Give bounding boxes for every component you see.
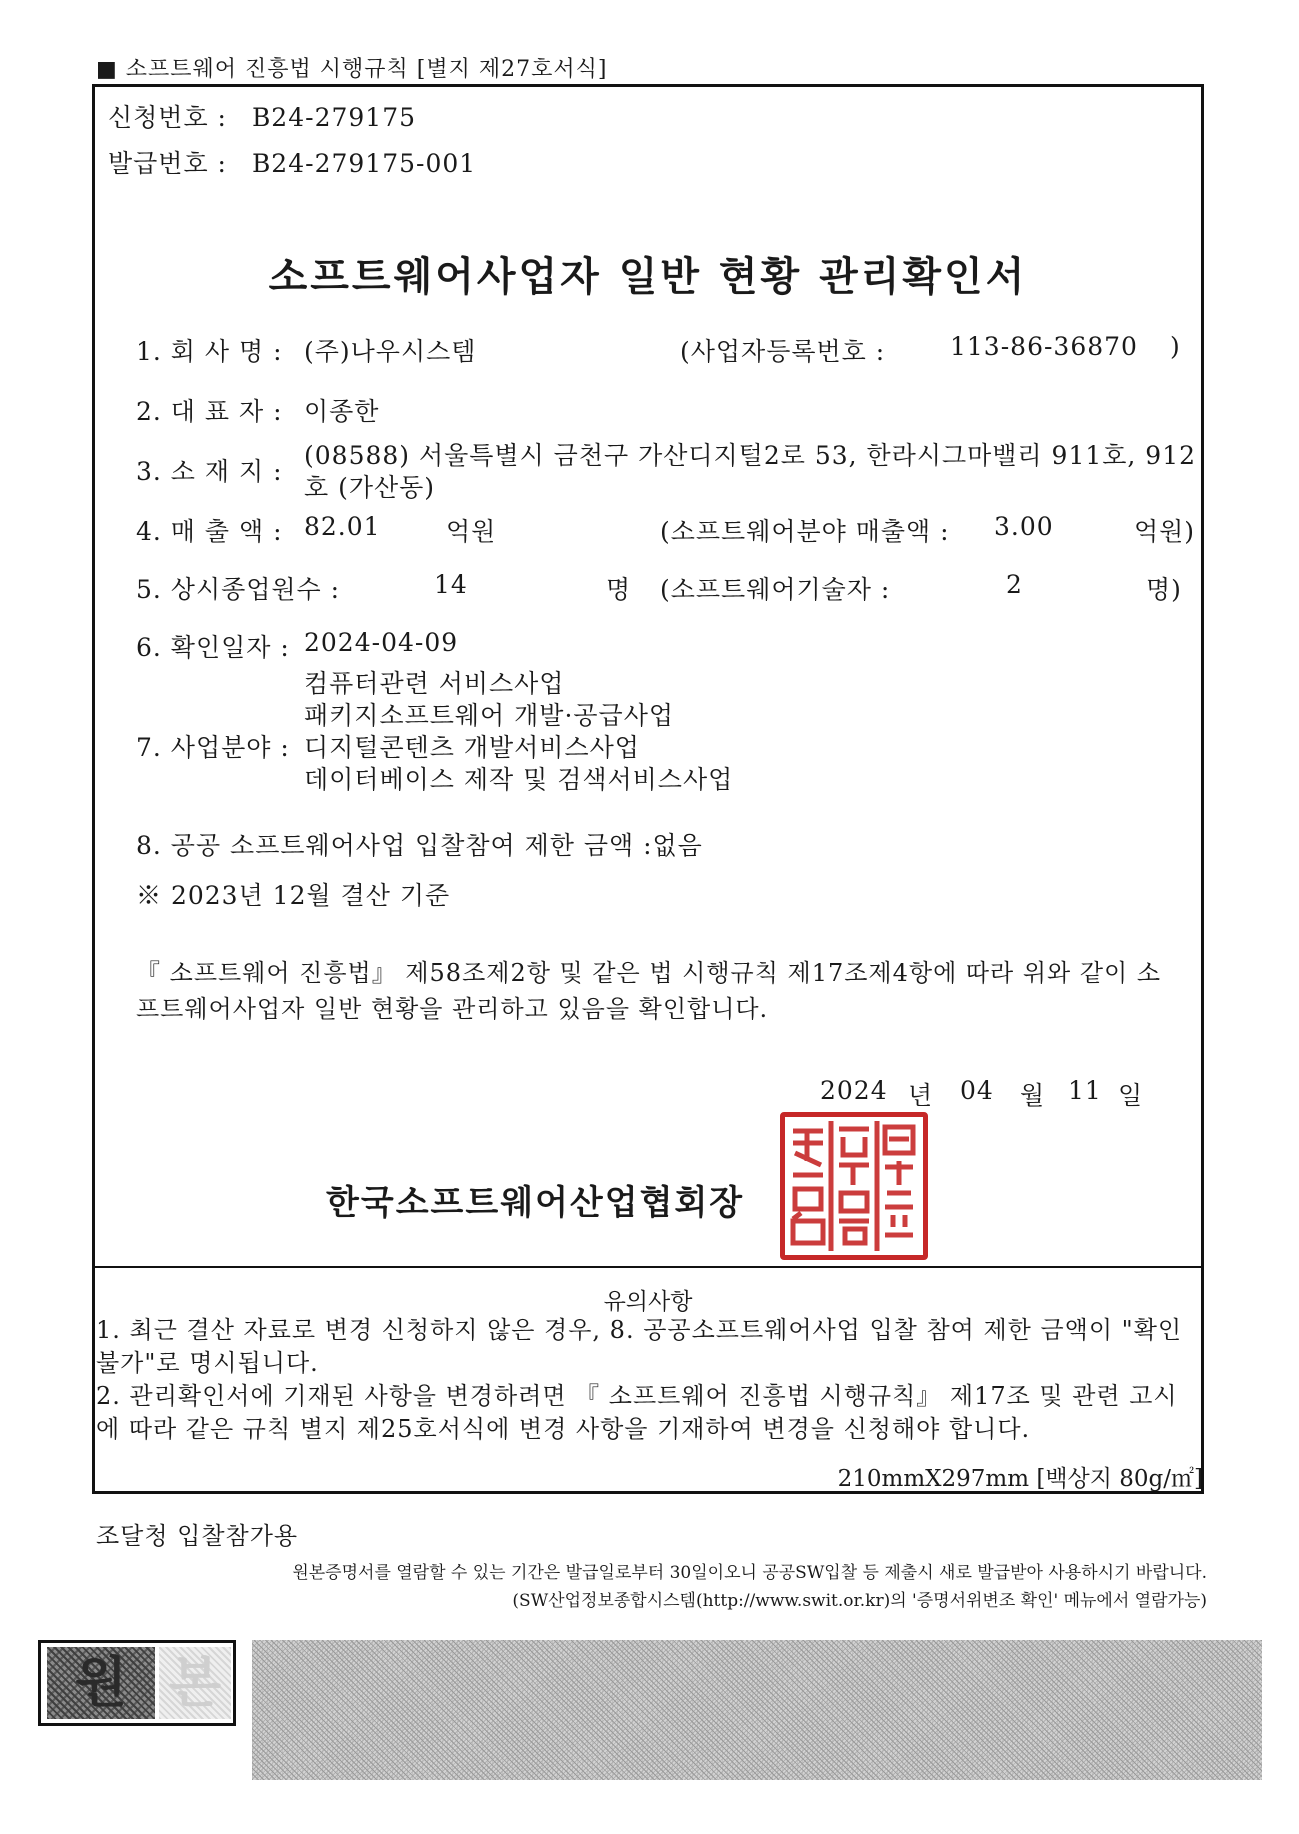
company-label: 1. 회 사 명 :	[136, 337, 283, 366]
verification-barcode	[252, 1640, 1262, 1780]
bid-limit-value: 없음	[652, 831, 703, 860]
section-divider	[92, 1266, 1204, 1268]
business-field-label: 7. 사업분야 :	[136, 733, 290, 762]
bid-limit	[136, 826, 703, 862]
address-line2: 호 (가산동)	[304, 473, 436, 502]
original-stamp	[38, 1640, 236, 1726]
issuer-name: 한국소프트웨어산업협회장	[326, 1183, 745, 1223]
notice-item: 1. 최근 결산 자료로 변경 신청하지 않은 경우, 8. 공공소프트웨어사업 입찰 참여 제한 금액이 "확인불가"로 명시됩니다.	[96, 1316, 1183, 1377]
sw-sales-value: 3.00	[994, 512, 1054, 541]
employees-unit: 명	[606, 575, 632, 604]
registration-number: 113-86-36870	[950, 332, 1138, 361]
issue-number	[108, 144, 476, 180]
sales-unit: 억원	[446, 517, 497, 546]
footer-note: 원본증명서를 열람할 수 있는 기간은 발급일로부터 30일이오니 공공SW입찰 등 제출시 새로 발급받아 사용하시기 바랍니다.	[292, 1563, 1207, 1583]
confirm-date-value: 2024-04-09	[304, 628, 459, 657]
business-field-item: 디지털콘텐츠 개발서비스사업	[304, 733, 640, 762]
form-label: ■ 소프트웨어 진흥법 시행규칙 [별지 제27호서식]	[96, 57, 608, 82]
sw-technicians-value: 2	[1006, 570, 1023, 599]
issue-year-unit: 년	[908, 1081, 934, 1110]
address-label: 3. 소 재 지 :	[136, 457, 283, 486]
issue-year: 2024	[820, 1076, 888, 1105]
paper-spec: 210mmX297mm [백상지 80g/㎡]	[837, 1466, 1203, 1492]
sw-sales-label: (소프트웨어분야 매출액 :	[660, 517, 950, 546]
employees-label: 5. 상시종업원수 :	[136, 575, 341, 604]
representative-label: 2. 대 표 자 :	[136, 397, 283, 426]
application-number	[108, 98, 416, 134]
sales-label: 4. 매 출 액 :	[136, 517, 283, 546]
document-title: 소프트웨어사업자 일반 현황 관리확인서	[268, 254, 1028, 300]
notice-item: 2. 관리확인서에 기재된 사항을 변경하려면 『 소프트웨어 진흥법 시행규칙』 제17조 및 관련 고시에 따라 같은 규칙 별지 제25호서식에 변경 사항을 기재하여 변경을 신청해야 합니다.	[96, 1382, 1178, 1443]
employees-value: 14	[434, 570, 468, 599]
issue-month: 04	[960, 1076, 994, 1105]
footer-verify-note: (SW산업정보종합시스템(http://www.swit.or.kr)의 '증명서위변조 확인' 메뉴에서 열람가능)	[512, 1591, 1207, 1611]
confirm-date-label: 6. 확인일자 :	[136, 633, 290, 662]
registration-label: (사업자등록번호 :	[680, 337, 886, 366]
sw-technicians-unit: 명)	[1146, 575, 1182, 604]
issue-number-value: B24-279175-001	[251, 149, 477, 178]
stamp-block-dark	[47, 1647, 155, 1719]
application-number-value: B24-279175	[251, 103, 417, 132]
seal-icon	[785, 1117, 923, 1255]
notice-list	[96, 1314, 1196, 1446]
application-number-label: 신청번호 :	[108, 103, 227, 132]
address-line1: (08588) 서울특별시 금천구 가산디지털2로 53, 한라시그마밸리 911호, 912	[304, 441, 1197, 470]
stamp-char: 원	[74, 1651, 128, 1714]
stamp-block-light	[159, 1647, 231, 1719]
issue-day-unit: 일	[1118, 1081, 1144, 1110]
issue-day: 11	[1068, 1076, 1102, 1105]
issue-number-label: 발급번호 :	[108, 149, 227, 178]
bid-limit-label: 8. 공공 소프트웨어사업 입찰참여 제한 금액 :	[136, 831, 653, 860]
registration-close: )	[1170, 332, 1181, 361]
bid-use-label: 조달청 입찰참가용	[96, 1522, 299, 1550]
company-name: (주)나우시스템	[304, 337, 477, 366]
settlement-note: ※ 2023년 12월 결산 기준	[136, 881, 451, 910]
notice-title: 유의사항	[603, 1289, 693, 1315]
official-seal	[780, 1112, 928, 1260]
sw-technicians-label: (소프트웨어기술자 :	[660, 575, 891, 604]
business-field-item: 패키지소프트웨어 개발·공급사업	[304, 701, 674, 730]
stamp-char: 본	[168, 1651, 222, 1714]
confirmation-statement: 『 소프트웨어 진흥법』 제58조제2항 및 같은 법 시행규칙 제17조제4항에 따라 위와 같이 소프트웨어사업자 일반 현황을 관리하고 있음을 확인합니다.	[136, 959, 1162, 1023]
issue-month-unit: 월	[1020, 1081, 1046, 1110]
business-field-item: 컴퓨터관련 서비스사업	[304, 669, 565, 698]
sales-value: 82.01	[304, 512, 381, 541]
sw-sales-unit: 억원)	[1134, 517, 1196, 546]
representative-name: 이종한	[304, 397, 380, 426]
business-field-item: 데이터베이스 제작 및 검색서비스사업	[304, 765, 734, 794]
